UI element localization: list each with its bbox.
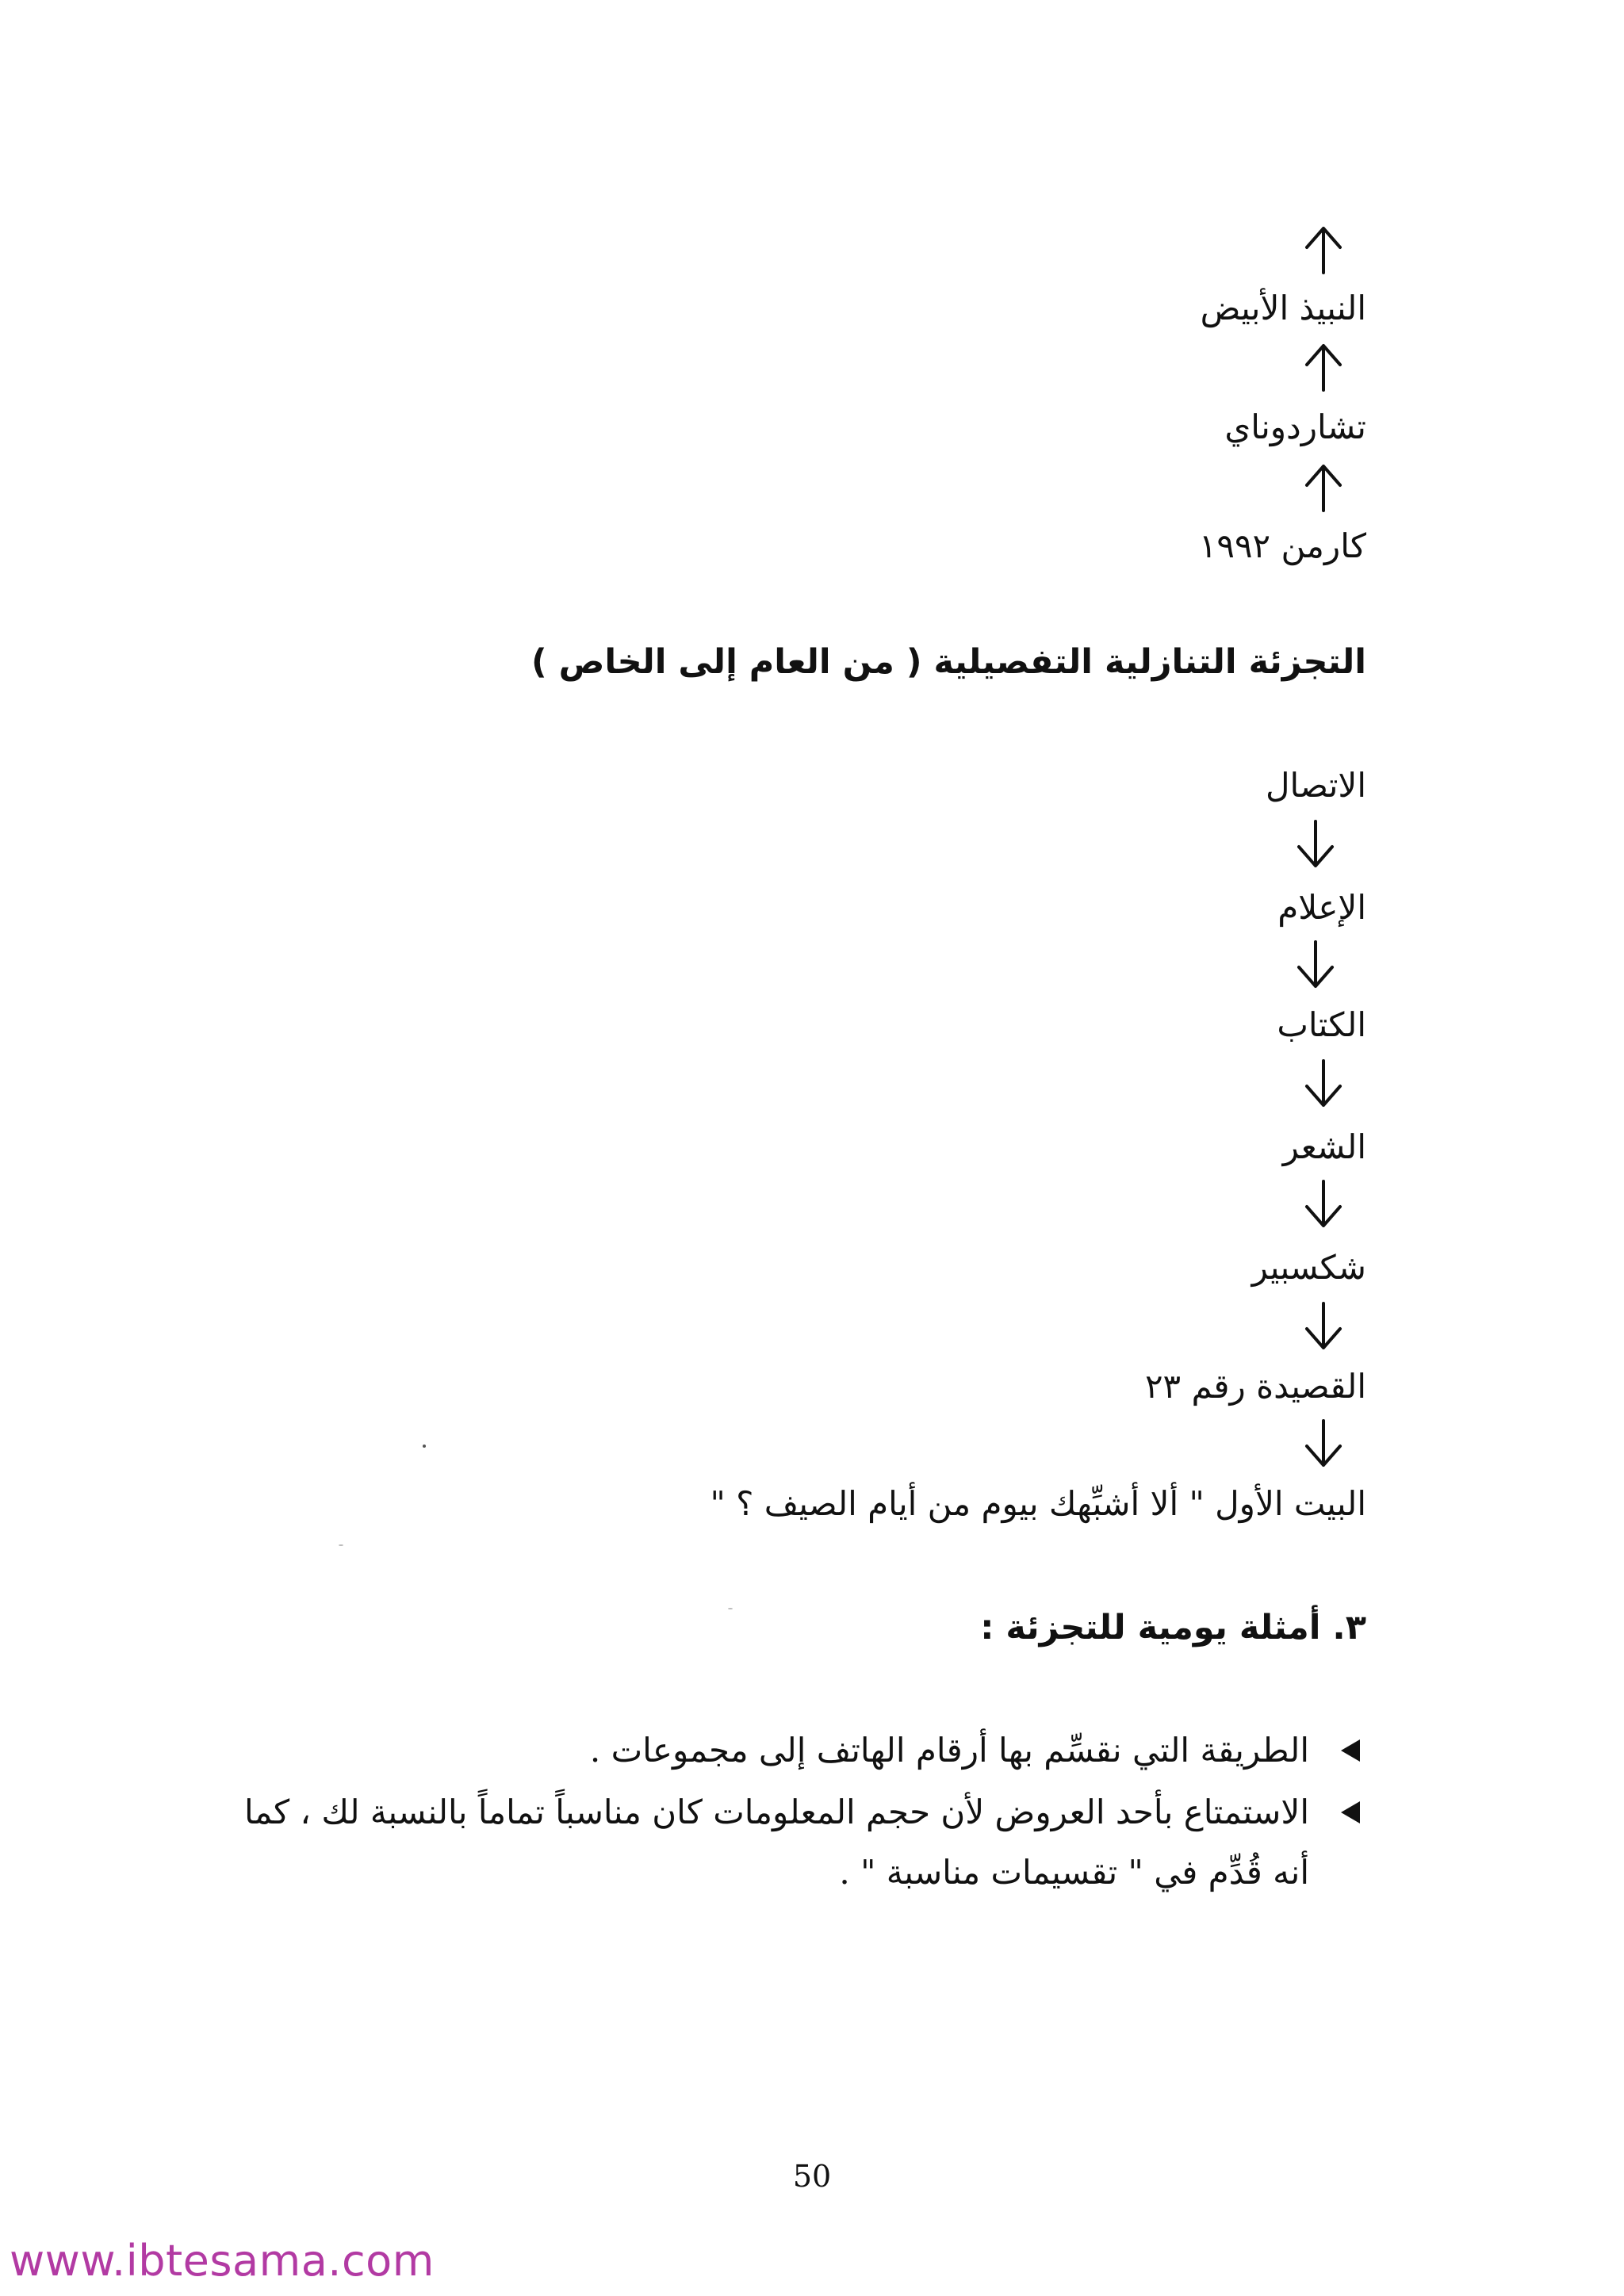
list-item: [201, 1782, 1366, 1903]
scan-speck: [423, 1445, 426, 1448]
chain-item: القصيدة رقم ٢٣: [1145, 1367, 1366, 1406]
arrow-down-icon: [1294, 820, 1337, 871]
arrow-up-icon: [1302, 341, 1345, 392]
triangle-bullet-icon: [1339, 1800, 1362, 1825]
list-item-text: الطريقة التي نقسِّم بها أرقام الهاتف إلى مجموعات .: [589, 1731, 1309, 1770]
arrow-up-icon: [1302, 461, 1345, 512]
chain-item: شكسبير: [1251, 1248, 1366, 1287]
chain-item-final: البيت الأول " ألا أشبِّهك بيوم من أيام الصيف ؟ ": [710, 1484, 1366, 1523]
arrow-down-icon: [1302, 1059, 1345, 1110]
chain-item: تشاردوناي: [1224, 408, 1366, 446]
scan-speck: [339, 1544, 343, 1546]
list-item: [201, 1720, 1366, 1781]
arrow-down-icon: [1302, 1302, 1345, 1353]
page-number: 50: [792, 2159, 832, 2194]
chain-item: الشعر: [1282, 1127, 1366, 1166]
scan-speck: [728, 1608, 733, 1609]
footer-url: www.ibtesama.com: [10, 2236, 435, 2286]
arrow-down-icon: [1294, 940, 1337, 991]
chain-item: النبيذ الأبيض: [1200, 289, 1366, 327]
chain-item: الاتصال: [1265, 766, 1366, 805]
chain-item: الكتاب: [1277, 1005, 1366, 1044]
example-list: [201, 1720, 1366, 1904]
section-heading: ٣. أمثلة يومية للتجزئة :: [980, 1608, 1366, 1647]
arrow-down-icon: [1302, 1180, 1345, 1230]
section-heading: التجزئة التنازلية التفصيلية ( من العام إلى الخاص ): [530, 642, 1366, 682]
arrow-up-icon: [1302, 224, 1345, 274]
chain-item: الإعلام: [1277, 888, 1366, 927]
chain-item: كارمن ١٩٩٢: [1198, 526, 1366, 565]
list-item-text: الاستمتاع بأحد العروض لأن حجم المعلومات كان مناسباً تماماً بالنسبة لك ، كما أنه قُدِّم في " تقسيمات مناسبة " .: [244, 1793, 1309, 1892]
triangle-bullet-icon: [1339, 1738, 1362, 1763]
arrow-down-icon: [1302, 1419, 1345, 1470]
